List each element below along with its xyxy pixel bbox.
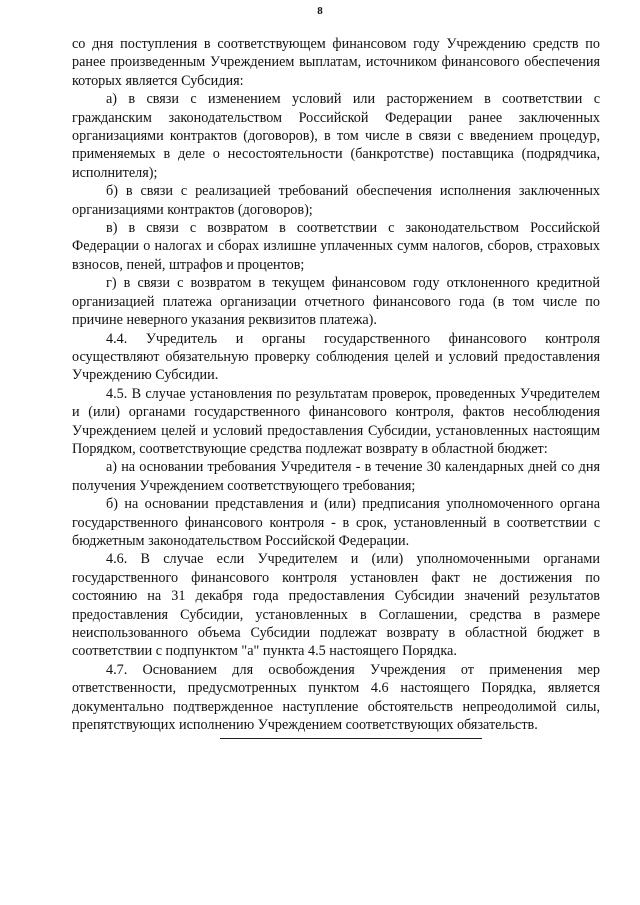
document-body bbox=[72, 35, 600, 734]
end-divider-line bbox=[220, 738, 482, 739]
paragraph-4-5-a: а) на основании требования Учредителя - в течение 30 календарных дней со дня получения Учреждением соответствующего требования; bbox=[72, 459, 600, 494]
paragraph-item-b: б) в связи с реализацией требований обеспечения исполнения заключенных организациями контрактов (договоров); bbox=[72, 183, 600, 218]
paragraph-item-a: а) в связи с изменением условий или расторжением в соответствии с гражданским законодательством Российской Федерации ранее заключенных организациями контрактов (договоров), в том числе в связи с введением процедур, применяемых в деле о несостоятельности (банкротстве) поставщика (подрядчика, исполнителя); bbox=[72, 91, 600, 181]
paragraph-4-5-b: б) на основании представления и (или) предписания уполномоченного органа государственного финансового контроля - в срок, установленный в соответствии с бюджетным законодательством Российской Федерации. bbox=[72, 496, 600, 549]
page-number: 8 bbox=[317, 5, 323, 17]
paragraph-4-6: 4.6. В случае если Учредителем и (или) уполномоченными органами государственного финансового контроля установлен факт не достижения по состоянию на 31 декабря года предоставления Субсидии значений результатов предоставления Субсидии, установленных в Соглашении, средства в размере неиспользованного объема Субсидии подлежат возврату в областной бюджет в соответствии с подпунктом "а" пункта 4.5 настоящего Порядка. bbox=[72, 551, 600, 660]
paragraph-4-7: 4.7. Основанием для освобождения Учреждения от применения мер ответственности, предусмотренных пунктом 4.6 настоящего Порядка, является документально подтвержденное наступление обстоятельств непреодолимой силы, препятствующих исполнению Учреждением соответствующих обязательств. bbox=[72, 661, 600, 734]
paragraph-item-g: г) в связи с возвратом в текущем финансовом году отклоненного кредитной организацией платежа организации отчетного финансового года (в том числе по причине неверного указания реквизитов платежа). bbox=[72, 275, 600, 329]
paragraph-item-v: в) в связи с возвратом в соответствии с законодательством Российской Федерации о налогах и сборах излишне уплаченных сумм налогов, сборов, страховых взносов, пеней, штрафов и процентов; bbox=[72, 220, 600, 273]
paragraph-4-4: 4.4. Учредитель и органы государственного финансового контроля осуществляют обязательную проверку соблюдения целей и условий предоставления Учреждению Субсидии. bbox=[72, 330, 600, 384]
paragraph-4-5: 4.5. В случае установления по результатам проверок, проведенных Учредителем и (или) органами государственного финансового контроля, фактов несоблюдения Учреждением целей и условий предоставления Субсидии, установленных настоящим Порядком, соответствующие средства подлежат возврату в областной бюджет: bbox=[72, 385, 600, 457]
paragraph-continuation: со дня поступления в соответствующем финансовом году Учреждению средств по ранее произведенным Учреждением выплатам, источником финансового обеспечения которых является Субсидия: bbox=[72, 36, 600, 89]
